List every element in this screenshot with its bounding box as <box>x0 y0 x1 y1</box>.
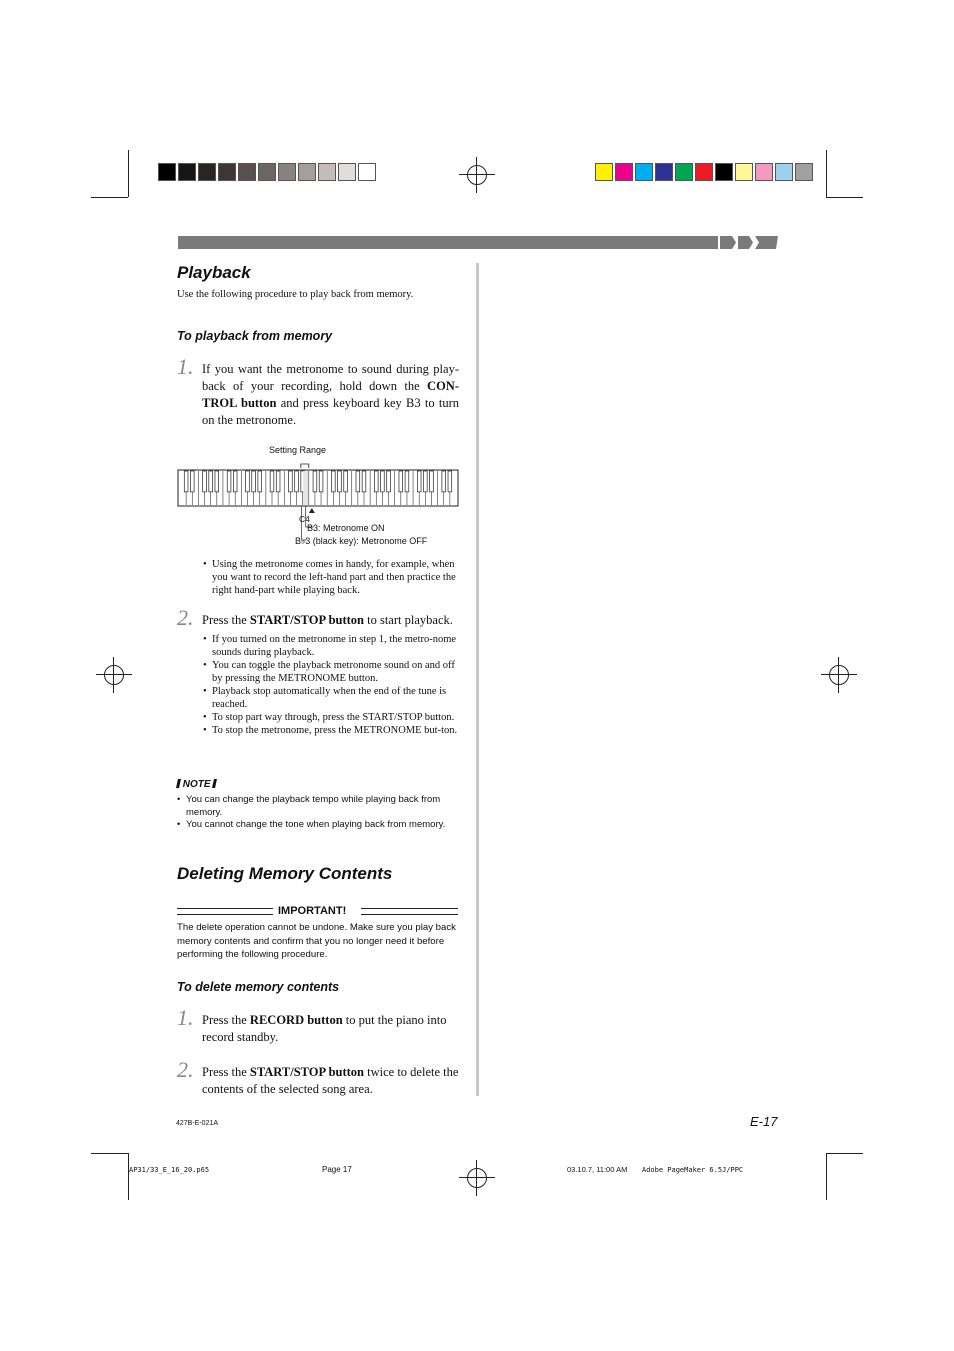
color-swatch <box>715 163 733 181</box>
c4-arrow <box>309 508 315 513</box>
delete-step1-text: Press the RECORD button to put the piano into record standby. <box>202 1013 447 1044</box>
black-key <box>227 471 231 492</box>
black-key <box>295 471 299 492</box>
important-heading: IMPORTANT! <box>278 905 347 917</box>
color-swatch <box>278 163 296 181</box>
slug-file: AP31/33_E_16_20.p65 <box>129 1166 210 1174</box>
step1-bullet-list <box>203 558 459 597</box>
important-rule-left <box>177 908 273 915</box>
black-key <box>190 471 194 492</box>
color-swatch <box>338 163 356 181</box>
crop-mark <box>128 150 129 197</box>
registration-mark-right <box>821 657 857 693</box>
black-key <box>331 471 335 492</box>
black-key <box>184 471 188 492</box>
black-key <box>405 471 409 492</box>
color-swatch <box>198 163 216 181</box>
crop-mark <box>826 197 863 198</box>
black-key <box>276 471 280 492</box>
doc-code: 427B-E-021A <box>176 1120 219 1127</box>
step-number: 1. <box>177 354 194 379</box>
black-key <box>252 471 256 492</box>
color-swatch <box>258 163 276 181</box>
black-key <box>423 471 427 492</box>
color-swatch <box>318 163 336 181</box>
registration-mark-bottom <box>459 1160 495 1196</box>
gray-swatch-bar <box>158 163 378 181</box>
step-number: 2. <box>177 605 194 630</box>
list-item: • Using the metronome comes in handy, for example, when you want to record the left-hand part and then practice the right hand-part while playing back. <box>203 558 459 597</box>
list-item: • You can change the playback tempo while playing back from memory. <box>177 794 461 819</box>
list-item: • To stop part way through, press the START/STOP button. <box>203 711 459 724</box>
page-number: E-17 <box>750 1114 778 1129</box>
playback-step2-text: Press the START/STOP button to start playback. <box>202 613 453 627</box>
black-key <box>381 471 385 492</box>
color-swatch <box>178 163 196 181</box>
black-key <box>313 471 317 492</box>
color-swatch <box>298 163 316 181</box>
important-rule-right <box>361 908 458 915</box>
list-item: • Playback stop automatically when the end of the tune is reached. <box>203 685 459 711</box>
color-swatch <box>615 163 633 181</box>
color-swatch <box>755 163 773 181</box>
b3-key-highlight <box>303 471 308 505</box>
playback-subheading: To playback from memory <box>177 329 333 343</box>
setting-range-label: Setting Range <box>269 445 327 455</box>
header-bar <box>178 236 718 249</box>
list-item: • You can toggle the playback metronome sound on and off by pressing the METRONOME button. <box>203 659 459 685</box>
list-item: • You cannot change the tone when playing back from memory. <box>177 819 461 832</box>
black-key <box>399 471 403 492</box>
column-divider <box>476 263 479 1096</box>
color-swatch <box>158 163 176 181</box>
black-key <box>442 471 446 492</box>
black-key <box>362 471 366 492</box>
black-key <box>387 471 391 492</box>
deleting-title: Deleting Memory Contents <box>177 864 393 883</box>
color-swatch <box>795 163 813 181</box>
color-swatch-bar <box>595 163 815 181</box>
black-key <box>203 471 207 492</box>
black-key <box>209 471 213 492</box>
black-key <box>319 471 323 492</box>
playback-intro: Use the following procedure to play back from memory. <box>177 289 414 300</box>
crop-mark <box>91 197 128 198</box>
black-key <box>430 471 434 492</box>
bb3-label: B♭3 (black key): Metronome OFF <box>295 536 428 546</box>
playback-title: Playback <box>177 263 251 282</box>
black-key <box>448 471 452 492</box>
black-key <box>374 471 378 492</box>
header-bar-arrows <box>718 235 780 250</box>
color-swatch <box>675 163 693 181</box>
black-key <box>338 471 342 492</box>
important-text: The delete operation cannot be undone. Make sure you play back memory contents and confirm that you no longer need it before performing the following procedure. <box>177 922 456 960</box>
crop-mark <box>826 150 827 197</box>
crop-mark <box>128 1153 129 1200</box>
color-swatch <box>238 163 256 181</box>
slug-app: Adobe PageMaker 6.5J/PPC <box>642 1166 744 1174</box>
slug-date: 03.10.7, 11:00 AM <box>567 1165 628 1174</box>
list-item: • To stop the metronome, press the METRONOME but-ton. <box>203 724 459 737</box>
color-swatch <box>775 163 793 181</box>
b3-label: B3: Metronome ON <box>307 523 385 533</box>
color-swatch <box>735 163 753 181</box>
crop-mark <box>826 1153 863 1154</box>
black-key <box>344 471 348 492</box>
black-key <box>246 471 250 492</box>
black-key <box>356 471 360 492</box>
c4-label: C4 <box>299 514 310 524</box>
playback-step1-text: If you want the metronome to sound during play-back of your recording, hold down the CON-TROL button and press keyboard key B3 to turn on the metronome. <box>202 362 459 427</box>
black-key <box>270 471 274 492</box>
registration-mark-left <box>96 657 132 693</box>
step-number: 1. <box>177 1005 194 1030</box>
color-swatch <box>218 163 236 181</box>
black-key <box>417 471 421 492</box>
black-key <box>233 471 237 492</box>
black-key <box>258 471 262 492</box>
black-key <box>289 471 293 492</box>
color-swatch <box>695 163 713 181</box>
list-item: • If you turned on the metronome in step 1, the metro-nome sounds during playback. <box>203 633 459 659</box>
crop-mark <box>826 1153 827 1200</box>
color-swatch <box>635 163 653 181</box>
color-swatch <box>655 163 673 181</box>
note-list <box>177 794 461 832</box>
setting-range-bracket <box>301 464 309 468</box>
registration-mark-top <box>459 157 495 193</box>
color-swatch <box>358 163 376 181</box>
keyboard-frame <box>178 470 458 506</box>
color-swatch <box>595 163 613 181</box>
delete-step2-text: Press the START/STOP button twice to delete the contents of the selected song area. <box>202 1065 459 1096</box>
note-heading: NOTE <box>177 779 216 790</box>
black-key <box>215 471 219 492</box>
crop-mark <box>91 1153 128 1154</box>
step-number: 2. <box>177 1057 194 1082</box>
step2-bullet-list <box>203 633 459 737</box>
slug-page: Page 17 <box>322 1165 352 1174</box>
delete-subheading: To delete memory contents <box>177 980 340 994</box>
